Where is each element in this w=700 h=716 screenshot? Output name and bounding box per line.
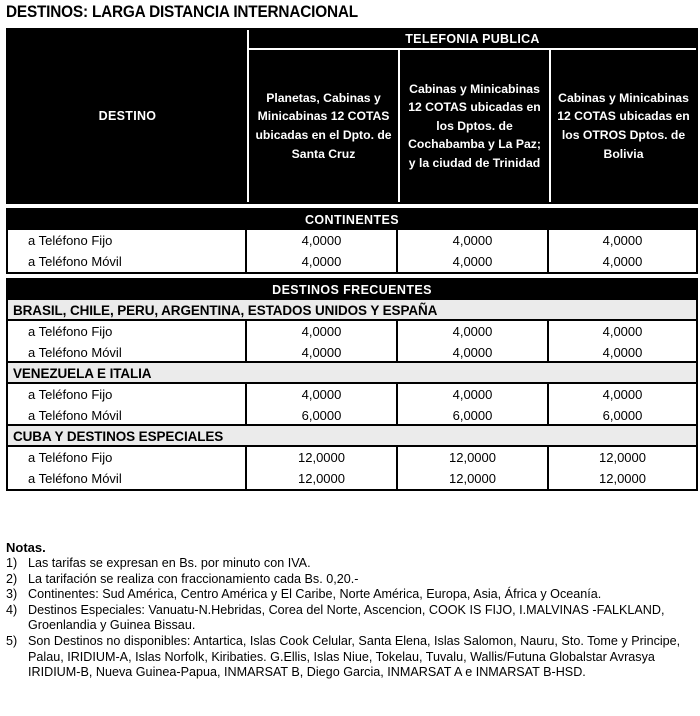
row-value-col2: 12,0000 [398,447,549,468]
tariff-table [6,28,698,491]
table-row [8,342,696,363]
column-header-destino: DESTINO [98,109,157,123]
note-number: 3) [6,587,18,602]
country-header-cuba-especiales: CUBA Y DESTINOS ESPECIALES [8,426,696,447]
note-text: Las tarifas se expresan en Bs. por minuto con IVA. [28,556,311,570]
table-row [8,468,696,489]
note-text: Continentes: Sud América, Centro América y El Caribe, Norte América, Europa, Asia, África y Oceanía. [28,587,602,602]
row-value-col3: 4,0000 [602,254,643,269]
note-item [6,556,698,572]
notes-section [6,540,698,681]
row-value-col1: 4,0000 [247,384,398,405]
notes-heading: Notas. [6,540,46,555]
note-number: 4) [6,602,18,617]
note-number: 2) [6,571,18,586]
row-label: a Teléfono Móvil [8,251,247,272]
telefonia-publica-group [247,30,696,202]
column-headers-row [247,50,696,202]
row-label: a Teléfono Móvil [8,468,247,489]
table-row [8,321,696,342]
row-value-col1: 4,0000 [247,342,398,361]
row-label: a Teléfono Fijo [8,384,247,405]
row-value-col2: 4,0000 [398,230,549,251]
note-item [6,603,698,634]
note-text: Son Destinos no disponibles: Antartica, Islas Cook Celular, Santa Elena, Islas Salomon, Nauru, Sto. Tome y Principe, Palau, IRIDIUM-A, Islas Norfolk, Kiribaties. G.Ellis, Islas Niue, Tokelau, Tuvalu, Wallis/Futuna Globalstar Avrasya IRIDIUM-B, Nueva Guinea-Papua, INMARSAT B, Diego Garcia, INMARSAT A e INMARSAT B-HSD. [28,633,681,680]
row-value-col3: 4,0000 [602,387,643,402]
note-number: 1) [6,556,18,570]
row-value-col3: 12,0000 [599,450,646,465]
table-row [8,405,696,426]
row-label: a Teléfono Móvil [8,342,247,361]
row-value-col1: 4,0000 [247,230,398,251]
row-value-col1: 4,0000 [247,321,398,342]
row-label: a Teléfono Fijo [8,321,247,342]
row-value-col1: 12,0000 [247,468,398,489]
column-group-header-telefonia-publica: TELEFONIA PUBLICA [247,30,696,50]
table-row [8,384,696,405]
page-title: DESTINOS: LARGA DISTANCIA INTERNACIONAL [6,3,358,21]
note-item [6,634,698,681]
row-value-col1: 4,0000 [247,251,398,272]
section-destinos-frecuentes-rows [6,298,698,491]
table-header-row [8,30,696,202]
note-item [6,587,698,603]
row-value-col1: 6,0000 [247,405,398,424]
row-label: a Teléfono Móvil [8,405,247,424]
table-row [8,447,696,468]
row-value-col3: 4,0000 [602,345,643,360]
row-label: a Teléfono Fijo [8,230,247,251]
row-value-col2: 4,0000 [398,342,549,361]
note-number: 5) [6,633,18,648]
note-item [6,572,698,588]
table-header-block [6,28,698,204]
row-label: a Teléfono Fijo [8,447,247,468]
section-continentes-rows [6,228,698,274]
row-value-col3: 4,0000 [602,324,643,339]
section-band-continentes: CONTINENTES [6,208,698,228]
country-header-brasil-group: BRASIL, CHILE, PERU, ARGENTINA, ESTADOS UNIDOS Y ESPAÑA [8,300,696,321]
row-value-col3: 12,0000 [599,471,646,486]
row-value-col2: 12,0000 [398,468,549,489]
row-value-col3: 6,0000 [602,408,643,423]
note-text: Destinos Especiales: Vanuatu-N.Hebridas, Corea del Norte, Ascencion, COOK IS FIJO, I.MALVINAS -FALKLAND, Groenlandia y Guinea Bissau. [28,602,665,633]
row-value-col1: 12,0000 [247,447,398,468]
row-value-col2: 4,0000 [398,384,549,405]
table-row [8,230,696,251]
row-value-col2: 6,0000 [398,405,549,424]
row-value-col3: 4,0000 [602,233,643,248]
table-row [8,251,696,272]
country-header-venezuela-italia: VENEZUELA E ITALIA [8,363,696,384]
column-header-santa-cruz: Planetas, Cabinas y Minicabinas 12 COTAS ubicadas en el Dpto. de Santa Cruz [247,50,398,202]
column-header-cochabamba-lapaz-trinidad: Cabinas y Minicabinas 12 COTAS ubicadas en los Dptos. de Cochabamba y La Paz; y la ciudad de Trinidad [398,50,549,202]
row-value-col2: 4,0000 [398,251,549,272]
section-band-destinos-frecuentes: DESTINOS FRECUENTES [6,278,698,298]
row-value-col2: 4,0000 [398,321,549,342]
note-text: La tarifación se realiza con fraccionamiento cada Bs. 0,20.- [28,571,359,586]
column-header-otros-dptos: Cabinas y Minicabinas 12 COTAS ubicadas en los OTROS Dptos. de Bolivia [549,50,696,202]
